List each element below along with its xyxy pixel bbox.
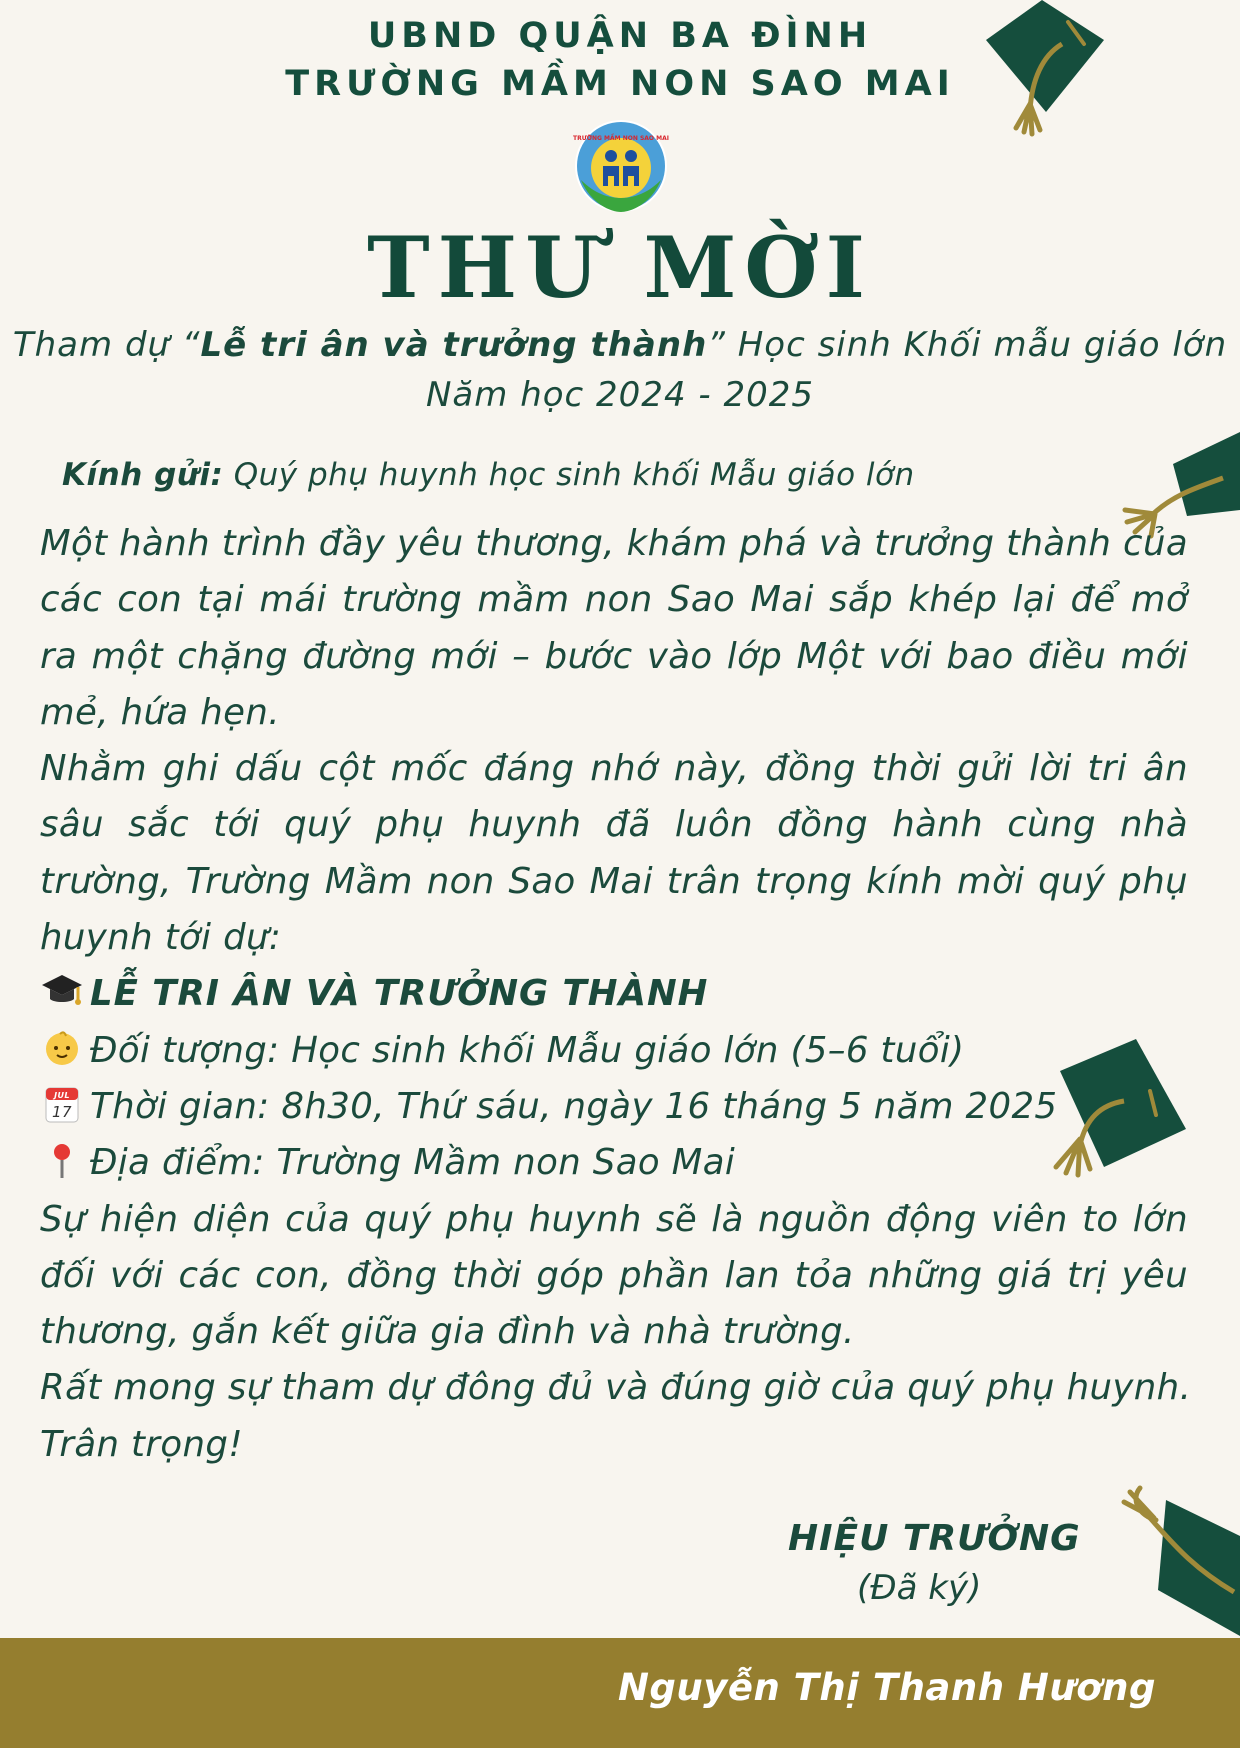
signer-name: Nguyễn Thị Thanh Hương	[617, 1666, 1156, 1709]
recipient-text: Quý phụ huynh học sinh khối Mẫu giáo lớn	[223, 457, 915, 493]
location-pin-icon	[40, 1140, 84, 1180]
subtitle-suffix: ” Học sinh Khối mẫu giáo lớn	[707, 325, 1228, 365]
school-logo	[573, 118, 669, 214]
recipient-label: Kính gửi:	[62, 457, 224, 493]
graduation-cap-icon	[40, 971, 84, 1011]
svg-text:17: 17	[52, 1102, 72, 1121]
time-line	[40, 1079, 1188, 1135]
paragraph-request: Rất mong sự tham dự đông đủ và đúng giờ của quý phụ huynh.	[40, 1367, 1192, 1409]
page-title: THƯ MỜI	[367, 218, 873, 317]
subtitle-event-name: Lễ tri ân và trưởng thành	[200, 325, 708, 365]
calendar-icon	[40, 1084, 84, 1124]
time-text: Thời gian: 8h30, Thứ sáu, ngày 16 tháng 5 năm 2025	[90, 1085, 1058, 1127]
graduation-cap-icon	[1110, 1480, 1240, 1640]
subtitle-line	[0, 325, 1240, 365]
org-line-school: TRƯỜNG MẦM NON SAO MAI	[285, 64, 955, 104]
event-line	[40, 966, 1188, 1022]
subtitle-prefix: Tham dự “	[12, 325, 201, 365]
venue-text: Địa điểm: Trường Mầm non Sao Mai	[90, 1142, 736, 1184]
paragraph-intro: Một hành trình đầy yêu thương, khám phá và trưởng thành của các con tại mái trường mầm non Sao Mai sắp khép lại để mở ra một chặng đường mới – bước vào lớp Một với bao điều mới mẻ, hứa hẹn.	[40, 523, 1188, 733]
audience-text: Đối tượng: Học sinh khối Mẫu giáo lớn (5–6 tuổi)	[90, 1029, 965, 1071]
paragraph-invitation: Nhằm ghi dấu cột mốc đáng nhớ này, đồng thời gửi lời tri ân sâu sắc tới quý phụ huynh đã luôn đồng hành cùng nhà trường, Trường Mầm non Sao Mai trân trọng kính mời quý phụ huynh tới dự:	[40, 748, 1188, 959]
footer-band	[0, 1638, 1240, 1748]
event-name: LỄ TRI ÂN VÀ TRƯỞNG THÀNH	[90, 973, 709, 1015]
letter-body	[40, 516, 1192, 1473]
svg-text:JUL: JUL	[54, 1090, 70, 1100]
closing-line: Trân trọng!	[40, 1423, 243, 1465]
venue-line	[40, 1135, 1188, 1191]
org-line-district: UBND QUẬN BA ĐÌNH	[367, 16, 873, 56]
school-year: Năm học 2024 - 2025	[426, 375, 814, 415]
recipient-line	[62, 457, 915, 493]
baby-face-icon	[40, 1028, 84, 1068]
audience-line	[40, 1023, 1188, 1079]
signature-title: HIỆU TRƯỞNG	[788, 1518, 1081, 1559]
svg-text:TRƯỜNG MẦM NON SAO MAI: TRƯỜNG MẦM NON SAO MAI	[573, 135, 669, 142]
paragraph-appreciation: Sự hiện diện của quý phụ huynh sẽ là nguồn động viên to lớn đối với các con, đồng thời góp phần lan tỏa những giá trị yêu thương, gắn kết giữa gia đình và nhà trường.	[40, 1198, 1188, 1353]
signature-note: (Đã ký)	[857, 1568, 982, 1608]
